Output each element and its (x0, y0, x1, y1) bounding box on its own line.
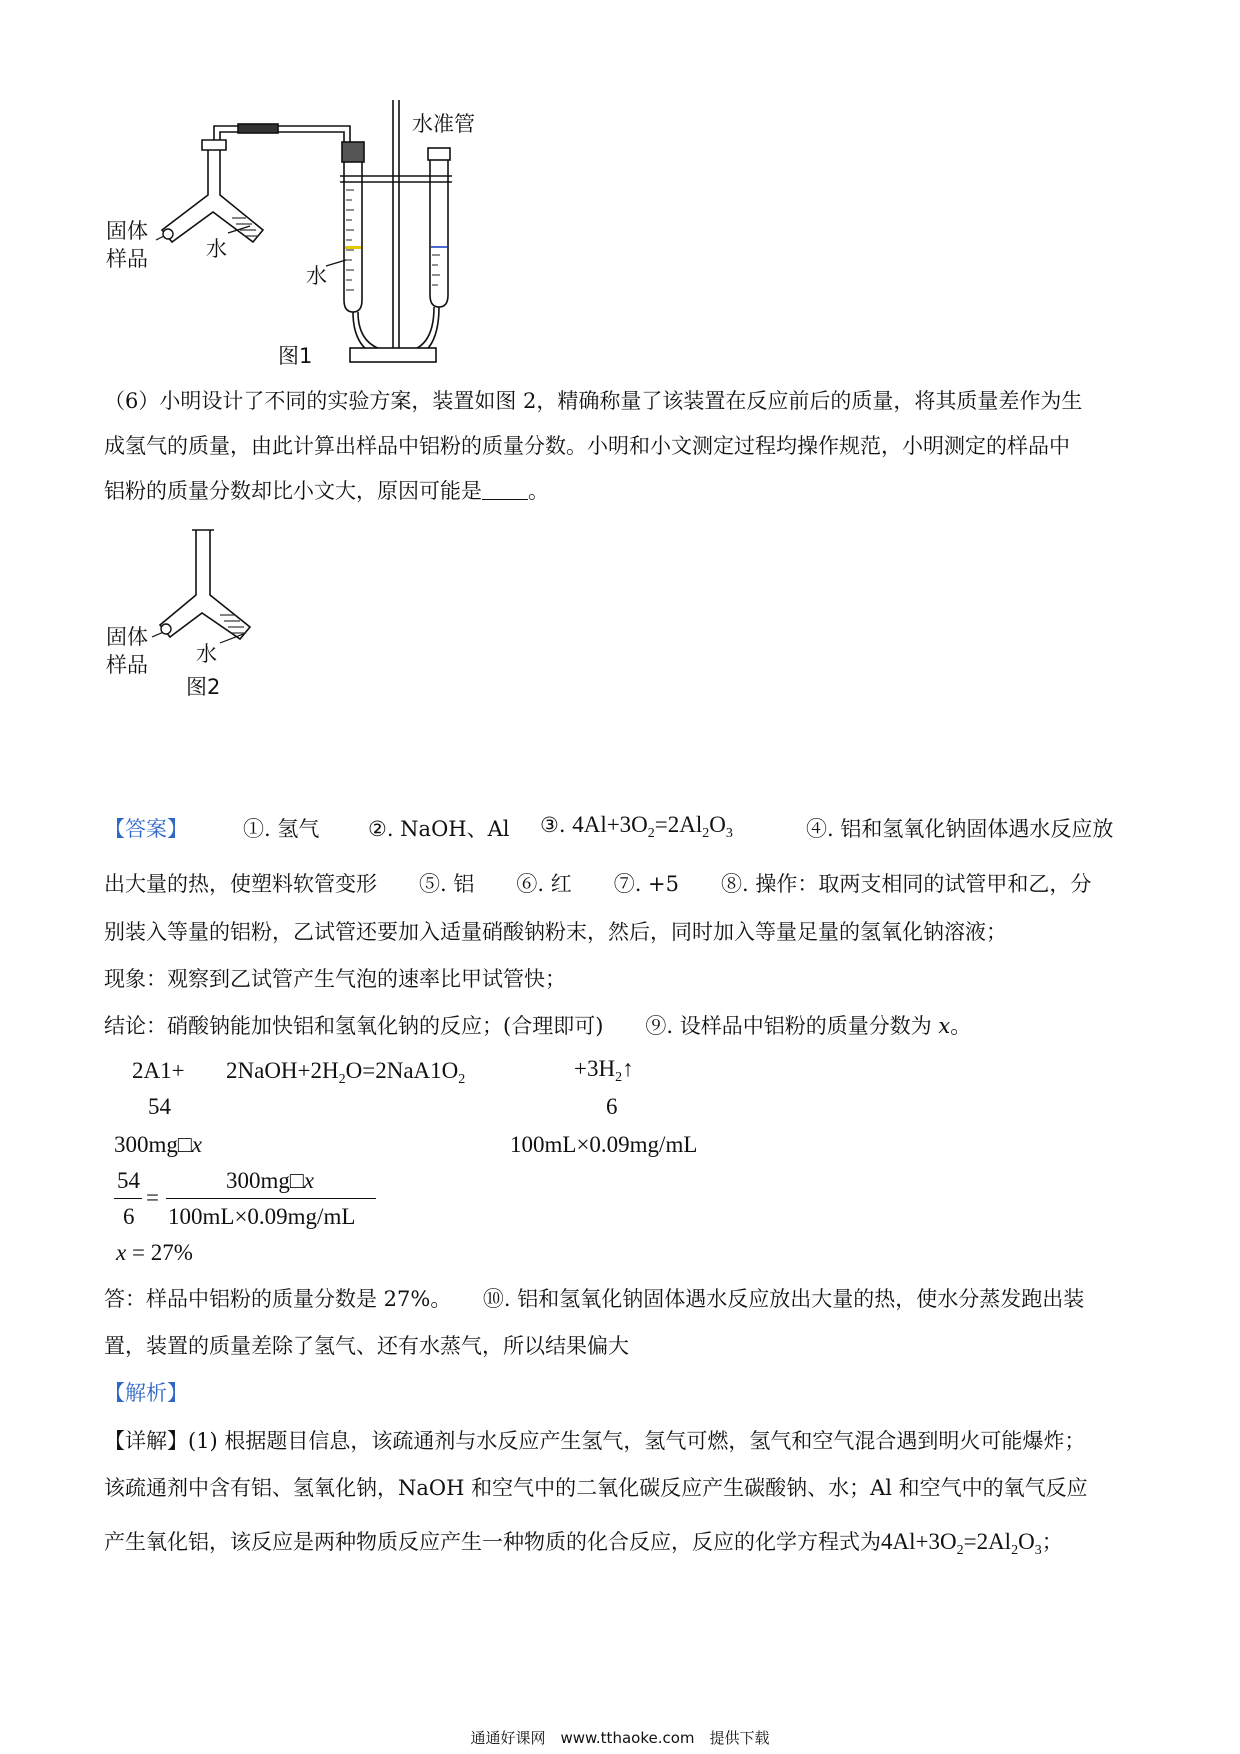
fig2-label-solid-sample-2: 样品 (106, 653, 148, 677)
answer-line-3: 别装入等量的铝粉，乙试管还要加入适量硝酸钠粉末，然后，同时加入等量足量的氢氧化钠溶液； (104, 920, 1007, 944)
fraction-left-denominator: 6 (123, 1204, 135, 1229)
q6-line-3-text: 铝粉的质量分数却比小文大，原因可能是 (104, 479, 482, 503)
q6-line-1: （6）小明设计了不同的实验方案，装置如图 2，精确称量了该装置在反应前后的质量，将其质量差作为生 (104, 389, 1083, 413)
figure-1-caption: 图1 (278, 344, 313, 368)
fraction-left-bar (114, 1198, 142, 1199)
answer-line-5: 结论：硝酸钠能加快铝和氢氧化钠的反应；(合理即可) ⑨. 设样品中铝粉的质量分数为 x。 (104, 1014, 972, 1038)
page-footer: 通通好课网 www.tthaoke.com 提供下载 (470, 1729, 770, 1747)
fig2-label-solid-sample-1: 固体 (106, 625, 148, 649)
molar-mass-h2: 6 (606, 1094, 618, 1119)
conclusion-line-1: 答：样品中铝粉的质量分数是 27%。 ⑩. 铝和氢氧化钠固体遇水反应放出大量的热，使水分蒸发跑出装 (104, 1287, 1085, 1311)
analysis-line-2: 该疏通剂中含有铝、氢氧化钠，NaOH 和空气中的二氧化碳反应产生碳酸钠、水；Al 和空气中的氧气反应 (104, 1476, 1088, 1500)
equation-hydrogen: $+3H_2↑$ (574, 1056, 634, 1085)
fig2-label-water: 水 (196, 642, 217, 666)
fraction-equals: = (146, 1185, 159, 1210)
label-water-tube: 水准管 (412, 112, 475, 136)
detail-tag: 【详解】 (104, 1429, 188, 1453)
label-solid-sample-2: 样品 (106, 247, 148, 271)
equation-middle: $2NaOH+2H_2O=2NaA1O_2$ (226, 1058, 466, 1087)
answer-3-num: ③. (540, 813, 566, 837)
conclusion-line-2: 置，装置的质量差除了氢气、还有水蒸气，所以结果偏大 (104, 1334, 629, 1358)
label-water-burette: 水 (306, 264, 327, 288)
figure-2-caption: 图2 (186, 675, 221, 699)
given-al-mass: 300mg□x (114, 1132, 203, 1157)
answer-item-1: ①. 氢气 (243, 817, 320, 841)
answer-item-2: ②. NaOH、Al (368, 817, 510, 841)
answer-tag: 【答案】 (104, 817, 188, 841)
q6-line-2: 成氢气的质量，由此计算出样品中铝粉的质量分数。小明和小文测定过程均操作规范，小明测定的样品中 (104, 434, 1070, 458)
analysis-line-3: 产生氧化铝，该反应是两种物质反应产生一种物质的化合反应，反应的化学方程式为$4Al+3O_2=2Al_2O_3$； (104, 1529, 1063, 1558)
figure-1 (100, 90, 520, 410)
answer-item-3 (540, 812, 733, 841)
answer-item-4: ④. 铝和氢氧化钠固体遇水反应放 (806, 817, 1114, 841)
analysis-line-1: 【详解】(1) 根据题目信息，该疏通剂与水反应产生氢气，氢气可燃，氢气和空气混合遇到明火可能爆炸； (104, 1429, 1086, 1453)
figure-2 (100, 525, 300, 705)
analysis-equation: $4Al+3O_2=2Al_2O_3$ (881, 1529, 1042, 1558)
equation-aluminum: 2A1+ (132, 1058, 185, 1083)
answer-blank (482, 479, 528, 500)
q6-line-3 (104, 475, 549, 505)
answer-3-equation: $4Al+3O_2=2Al_2O_3$ (572, 812, 733, 841)
answer-line-4: 现象：观察到乙试管产生气泡的速率比甲试管快； (104, 967, 566, 991)
answer-line-2: 出大量的热，使塑料软管变形 ⑤. 铝 ⑥. 红 ⑦. +5 ⑧. 操作：取两支相同的试管甲和乙，分 (104, 872, 1092, 896)
label-solid-sample-1: 固体 (106, 219, 148, 243)
answer-line-1 (104, 813, 188, 843)
fraction-right-numerator: 300mg□x (226, 1168, 315, 1193)
given-h2-mass: 100mL×0.09mg/mL (510, 1132, 698, 1157)
analysis-tag: 【解析】 (104, 1381, 188, 1405)
molar-mass-al: 54 (148, 1094, 171, 1119)
fraction-left-numerator: 54 (117, 1168, 140, 1193)
fraction-right-denominator: 100mL×0.09mg/mL (168, 1204, 356, 1229)
result-line: x = 27% (116, 1240, 193, 1265)
q6-line-3-end: 。 (528, 479, 549, 503)
fraction-right-bar (166, 1198, 376, 1199)
label-water-y-tube: 水 (206, 237, 227, 261)
